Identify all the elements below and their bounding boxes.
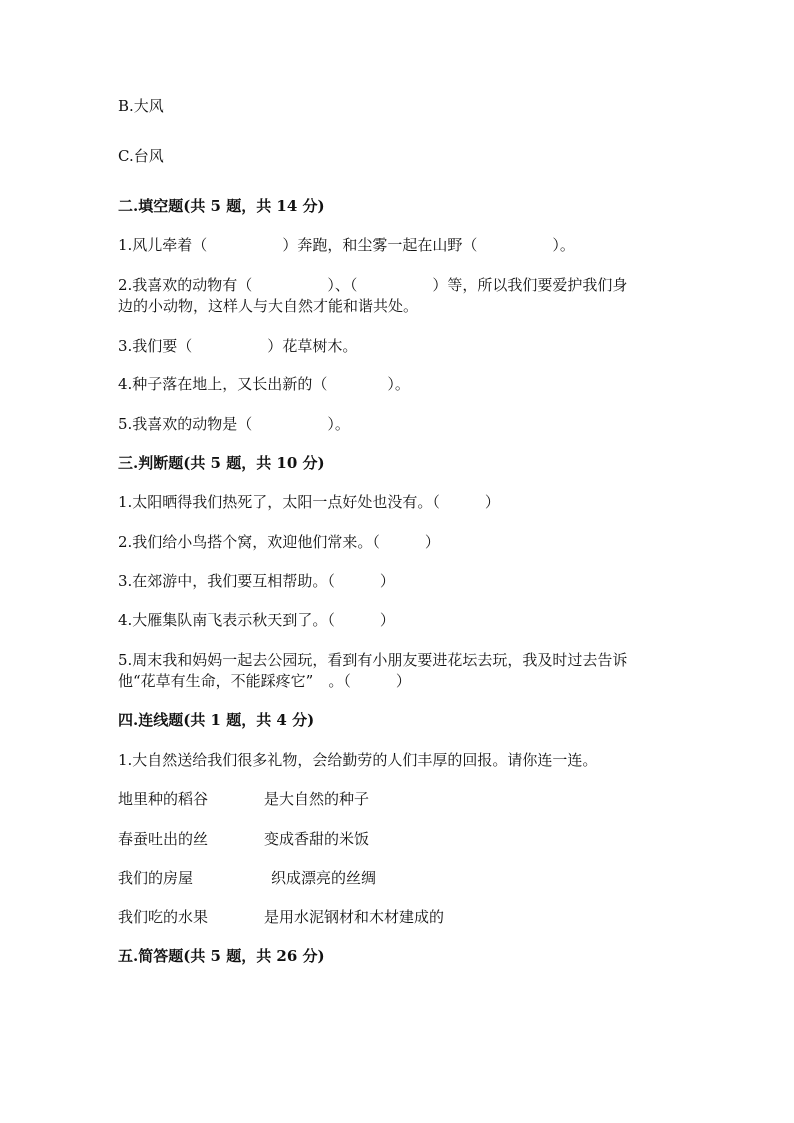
judge-question-3: 3.在郊游中，我们要互相帮助。（ ） [118,572,395,590]
judge-question-5-line2: 他“花草有生命，不能踩疼它” 。（ ） [118,672,411,690]
match-left-item: 春蚕吐出的丝 [118,830,209,848]
fill-question-2-line1: 2.我喜欢的动物有（ ）、（ ）等，所以我们要爱护我们身 [118,276,628,294]
judge-question-1: 1.太阳晒得我们热死了，太阳一点好处也没有。（ ） [118,493,500,511]
fill-question-4: 4.种子落在地上，又长出新的（ ）。 [118,375,410,393]
match-question-1: 1.大自然送给我们很多礼物，会给勤劳的人们丰厚的回报。请你连一连。 [118,751,598,769]
fill-question-5: 5.我喜欢的动物是（ ）。 [118,415,350,433]
match-right-item: 织成漂亮的丝绸 [271,869,377,887]
section5-heading: 五.简答题(共 5 题，共 26 分) [118,947,325,965]
fill-question-3: 3.我们要（ ）花草树木。 [118,337,358,355]
section3-heading: 三.判断题(共 5 题，共 10 分) [118,454,325,472]
judge-question-4: 4.大雁集队南飞表示秋天到了。（ ） [118,611,395,629]
fill-question-2-line2: 边的小动物，这样人与大自然才能和谐共处。 [118,297,419,315]
match-left-item: 地里种的稻谷 [118,790,209,808]
match-right-item: 变成香甜的米饭 [264,830,370,848]
section2-heading: 二.填空题(共 5 题，共 14 分) [118,197,325,215]
fill-question-1: 1.风儿牵着（ ）奔跑，和尘雾一起在山野（ ）。 [118,236,575,254]
choice-b: B.大风 [118,97,164,115]
match-right-item: 是用水泥钢材和木材建成的 [264,908,445,926]
choice-c: C.台风 [118,147,164,165]
judge-question-5-line1: 5.周末我和妈妈一起去公园玩，看到有小朋友要进花坛去玩，我及时过去告诉 [118,651,628,669]
match-left-item: 我们吃的水果 [118,908,209,926]
judge-question-2: 2.我们给小鸟搭个窝，欢迎他们常来。（ ） [118,533,440,551]
section4-heading: 四.连线题(共 1 题，共 4 分) [118,711,315,729]
match-right-item: 是大自然的种子 [264,790,370,808]
match-left-item: 我们的房屋 [118,869,194,887]
